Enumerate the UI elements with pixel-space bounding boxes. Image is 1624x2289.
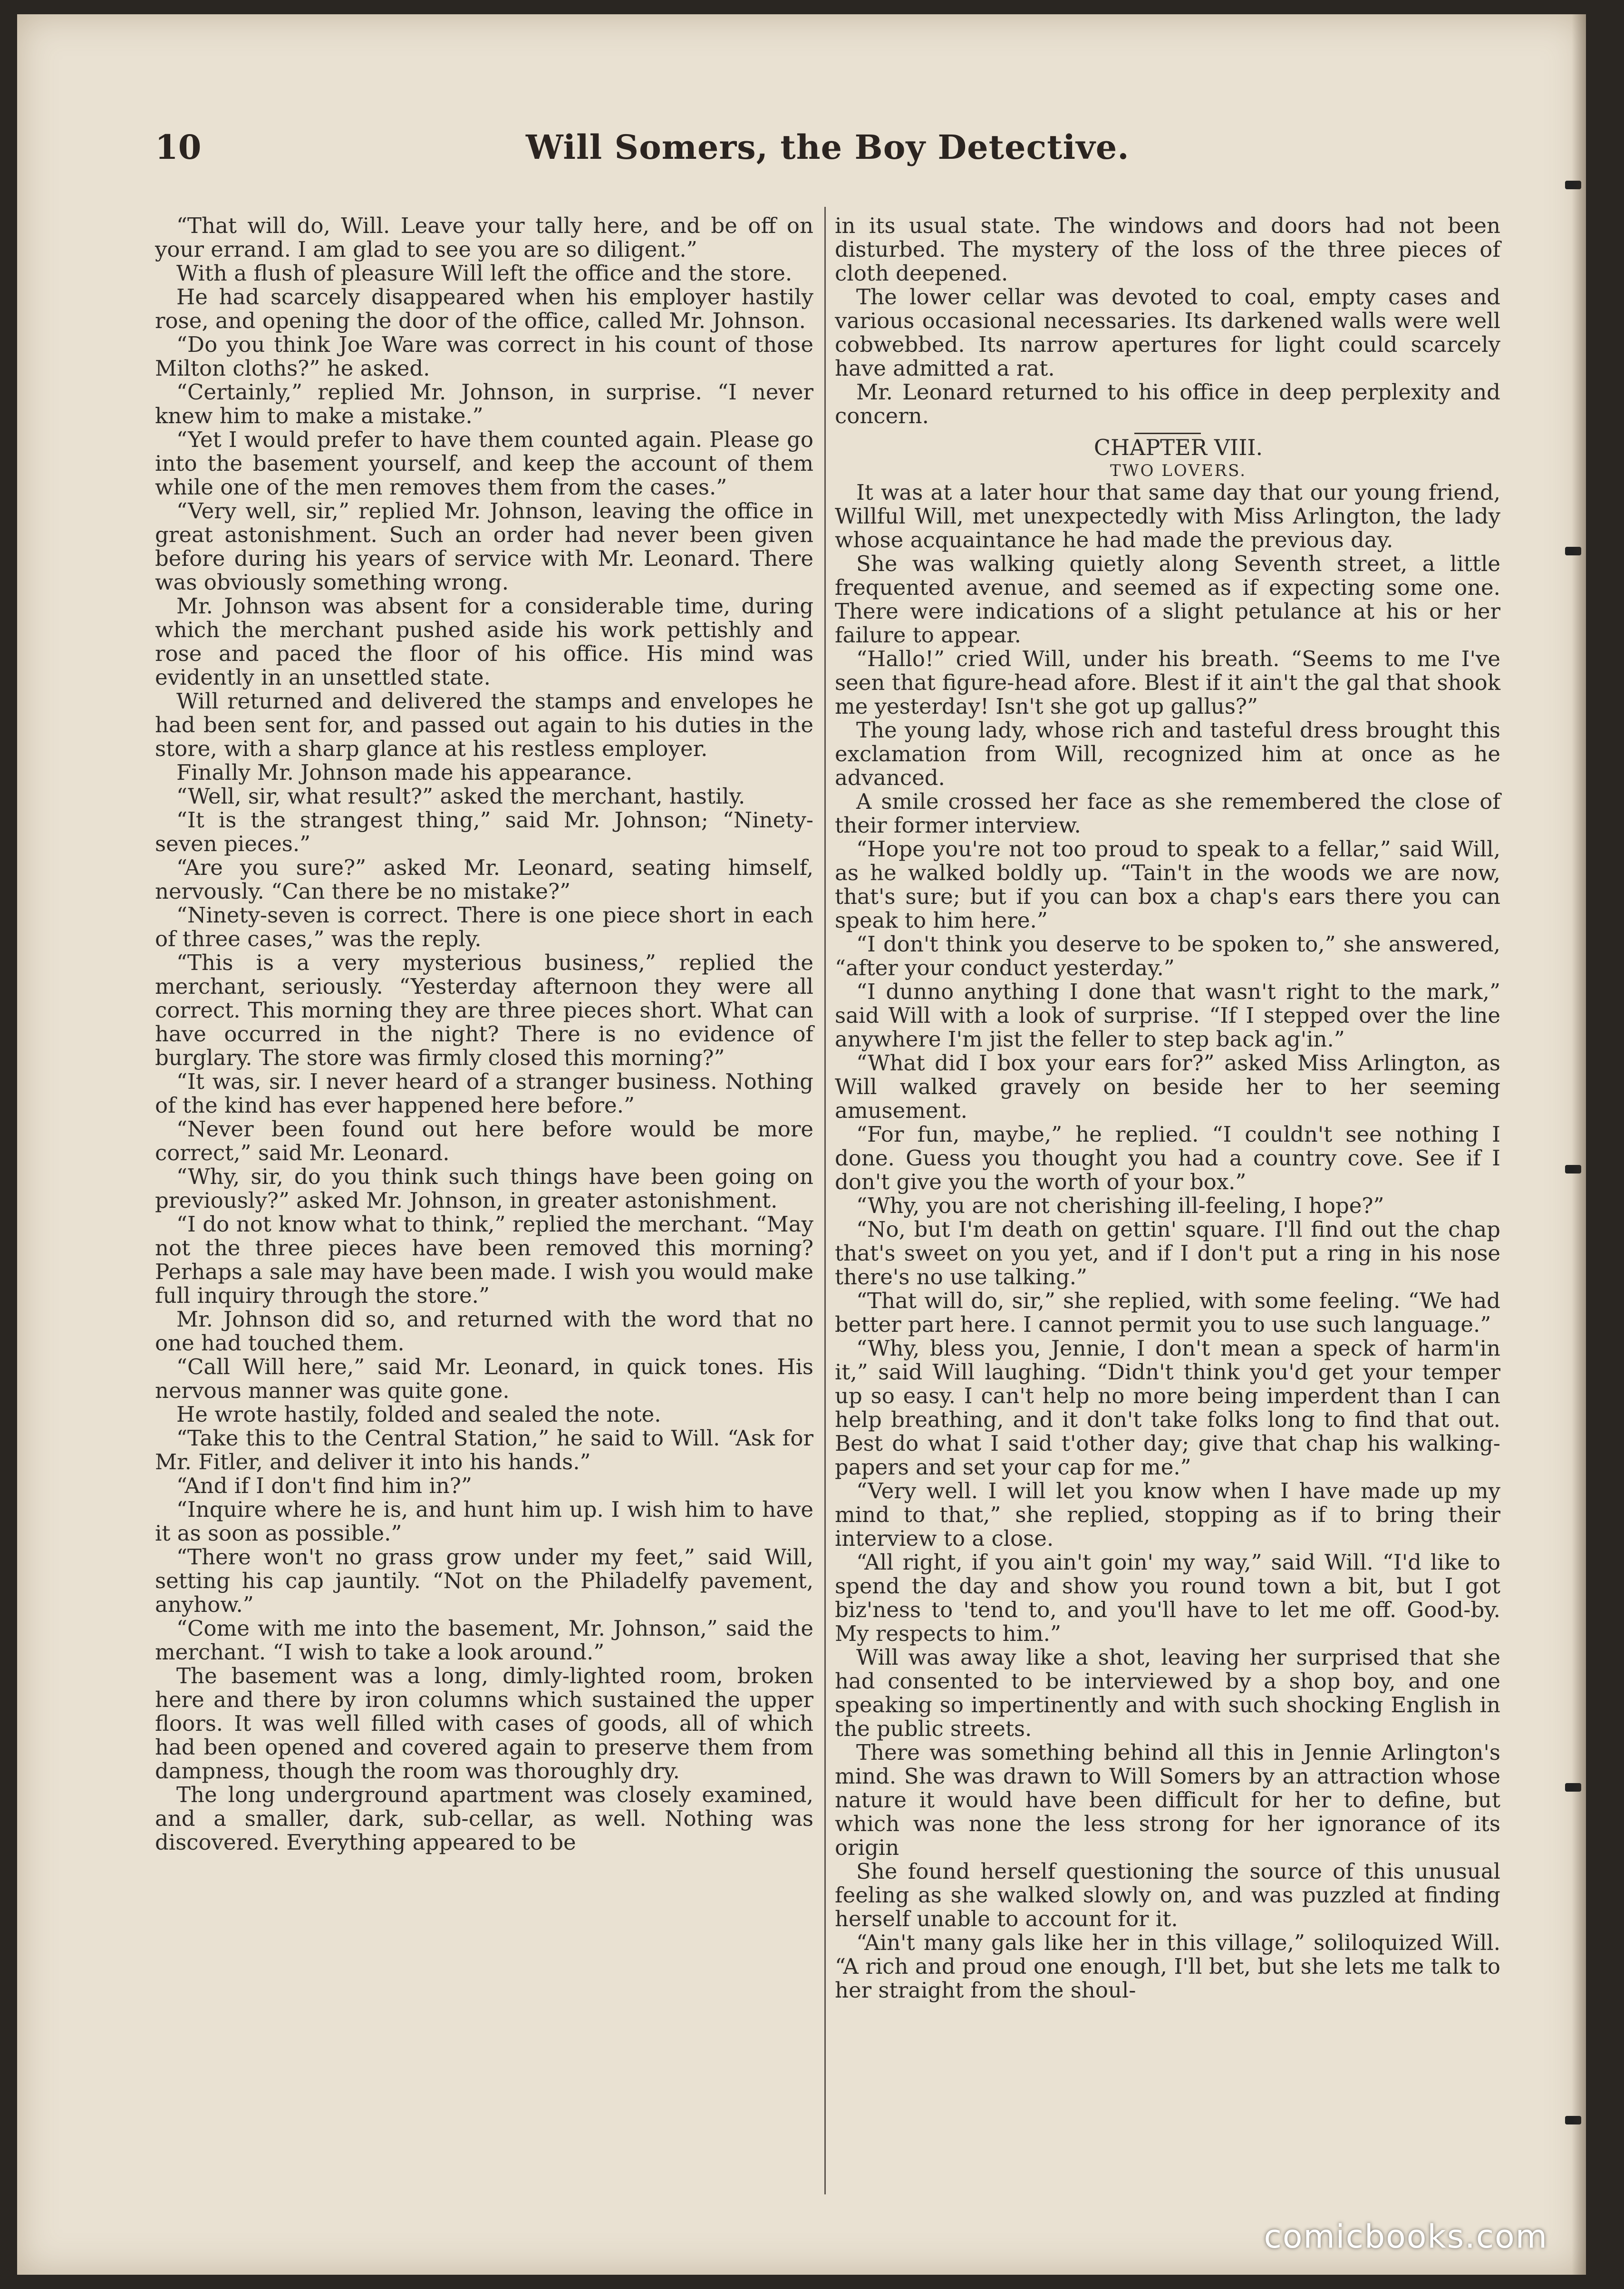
paragraph: “This is a very mysterious business,” replied the merchant, seriously. “Yesterday afternoon they were all correct. This morning they are three pieces short. What can have occurred in the night? There is no evidence of burglary. The store was firmly closed this morning?” bbox=[155, 950, 813, 1070]
paragraph: “Certainly,” replied Mr. Johnson, in surprise. “I never knew him to make a mistake.” bbox=[155, 379, 813, 428]
paragraph: “Inquire where he is, and hunt him up. I wish him to have it as soon as possible.” bbox=[155, 1497, 813, 1546]
paragraph: in its usual state. The windows and doors had not been disturbed. The mystery of the loss of the three pieces of cloth deepened. bbox=[835, 213, 1500, 286]
right-column bbox=[835, 214, 1500, 2002]
paragraph: “I do not know what to think,” replied the merchant. “May not the three pieces have been removed this morning? Perhaps a sale may have been made. I wish you would make full inquiry through the store.” bbox=[155, 1212, 813, 1308]
paragraph: Will returned and delivered the stamps and envelopes he had been sent for, and passed out again to his duties in the store, with a sharp glance at his restless employer. bbox=[155, 689, 813, 761]
binding-staple bbox=[1565, 547, 1581, 555]
paragraph: “Why, sir, do you think such things have been going on previously?” asked Mr. Johnson, in greater astonishment. bbox=[155, 1164, 813, 1213]
paragraph: “I dunno anything I done that wasn't right to the mark,” said Will with a look of surprise. “If I stepped over the line anywhere I'm jist the feller to step back ag'in.” bbox=[835, 979, 1500, 1052]
paragraph: “Why, you are not cherishing ill-feeling, I hope?” bbox=[856, 1193, 1384, 1218]
paragraph: “It is the strangest thing,” said Mr. Johnson; “Ninety-seven pieces.” bbox=[155, 807, 813, 856]
paragraph: She found herself questioning the source of this unusual feeling as she walked slowly on, and was puzzled at finding herself unable to account for it. bbox=[835, 1859, 1500, 1931]
column-divider bbox=[824, 207, 826, 2194]
paragraph: The basement was a long, dimly-lighted room, broken here and there by iron columns which sustained the upper floors. It was well filled with cases of goods, all of which had been opened and covered again to preserve them from dampness, though the room was thoroughly dry. bbox=[155, 1663, 813, 1784]
paragraph: “For fun, maybe,” he replied. “I couldn't see nothing I done. Guess you thought you had a country cove. See if I don't give you the worth of your box.” bbox=[835, 1122, 1500, 1194]
paragraph: Will was away like a shot, leaving her surprised that she had consented to be interviewed by a shop boy, and one speaking so impertinently and with such shocking English in the public streets. bbox=[835, 1645, 1500, 1741]
paragraph: “Never been found out here before would be more correct,” said Mr. Leonard. bbox=[155, 1116, 813, 1165]
paragraph: “Hope you're not too proud to speak to a fellar,” said Will, as he walked boldly up. “Tain't in the woods we are now, that's sure; but if you can box a chap's ears there you can speak to him here.” bbox=[835, 836, 1500, 933]
paragraph: “That will do, Will. Leave your tally here, and be off on your errand. I am glad to see you are so diligent.” bbox=[155, 213, 813, 262]
paragraph: “All right, if you ain't goin' my way,” said Will. “I'd like to spend the day and show you round town a bit, but I got biz'ness to 'tend to, and you'll have to let me off. Good-by. My respects to him.” bbox=[835, 1550, 1500, 1646]
paragraph: “And if I don't find him in?” bbox=[176, 1473, 472, 1498]
chapter-subtitle: TWO LOVERS. bbox=[1110, 461, 1247, 480]
paragraph: “What did I box your ears for?” asked Miss Arlington, as Will walked gravely on beside her to her seeming amusement. bbox=[835, 1050, 1500, 1123]
paragraph: “Very well, sir,” replied Mr. Johnson, leaving the office in great astonishment. Such an order had never been given before during his years of service with Mr. Leonard. There was obviously something wrong. bbox=[155, 498, 813, 595]
paragraph: “Do you think Joe Ware was correct in his count of those Milton cloths?” he asked. bbox=[155, 332, 813, 381]
paragraph: Finally Mr. Johnson made his appearance. bbox=[176, 760, 633, 785]
left-column bbox=[155, 214, 813, 1854]
paragraph: The young lady, whose rich and tasteful dress brought this exclamation from Will, recognized him at once as he advanced. bbox=[835, 718, 1500, 790]
binding-staple bbox=[1565, 1783, 1581, 1792]
paragraph: “Hallo!” cried Will, under his breath. “Seems to me I've seen that figure-head afore. Blest if it ain't the gal that shook me yesterday! Isn't she got up gallus?” bbox=[835, 646, 1500, 719]
paragraph: He had scarcely disappeared when his employer hastily rose, and opening the door of the office, called Mr. Johnson. bbox=[155, 284, 813, 333]
paragraph: “Yet I would prefer to have them counted again. Please go into the basement yourself, and keep the account of them while one of the men removes them from the cases.” bbox=[155, 427, 813, 500]
paragraph: There was something behind all this in Jennie Arlington's mind. She was drawn to Will Somers by an attraction whose nature it would have been difficult for her to define, but which was none the less strong for her ignorance of its origin bbox=[835, 1740, 1500, 1860]
paragraph: “There won't no grass grow under my feet,” said Will, setting his cap jauntily. “Not on the Philadelfy pavement, anyhow.” bbox=[155, 1544, 813, 1617]
paragraph: A smile crossed her face as she remembered the close of their former interview. bbox=[835, 789, 1500, 838]
chapter-title: CHAPTER VIII. bbox=[1093, 435, 1263, 460]
paragraph: She was walking quietly along Seventh street, a little frequented avenue, and seemed as if expecting some one. There were indications of a slight petulance at his or her failure to appear. bbox=[835, 551, 1500, 648]
paragraph: With a flush of pleasure Will left the office and the store. bbox=[176, 261, 793, 286]
watermark: comicbooks.com bbox=[1264, 2218, 1548, 2256]
paragraph: Mr. Johnson did so, and returned with the word that no one had touched them. bbox=[155, 1307, 813, 1356]
paragraph: The lower cellar was devoted to coal, empty cases and various occasional necessaries. Its darkened walls were well cobwebbed. Its narrow apertures for light could scarcely have admitted a rat. bbox=[835, 284, 1500, 381]
paragraph: The long underground apartment was closely examined, and a smaller, dark, sub-cellar, as well. Nothing was discovered. Everything appeared to be bbox=[155, 1782, 813, 1855]
paragraph: He wrote hastily, folded and sealed the note. bbox=[176, 1402, 661, 1427]
paragraph: “No, but I'm death on gettin' square. I'll find out the chap that's sweet on you yet, and if I don't put a ring in his nose there's no use talking.” bbox=[835, 1217, 1500, 1290]
paragraph: Mr. Johnson was absent for a considerable time, during which the merchant pushed aside his work pettishly and rose and paced the floor of his office. His mind was evidently in an unsettled state. bbox=[155, 593, 813, 690]
paragraph: Mr. Leonard returned to his office in deep perplexity and concern. bbox=[835, 379, 1500, 428]
paragraph: “Why, bless you, Jennie, I don't mean a speck of harm'in it,” said Will laughing. “Didn't think you'd get your temper up so easy. I can't help no more being imperdent than I can help breathing, and it don't take folks long to find that out. Best do what I said t'other day; give that chap his walking-papers and set your cap for me.” bbox=[835, 1336, 1500, 1480]
paragraph: “Take this to the Central Station,” he said to Will. “Ask for Mr. Fitler, and deliver it into his hands.” bbox=[155, 1426, 813, 1474]
binding-staple bbox=[1565, 2116, 1581, 2124]
paragraph: “I don't think you deserve to be spoken to,” she answered, “after your conduct yesterday.” bbox=[835, 931, 1500, 980]
paragraph: “Come with me into the basement, Mr. Johnson,” said the merchant. “I wish to take a look around.” bbox=[155, 1616, 813, 1665]
paragraph: “Call Will here,” said Mr. Leonard, in quick tones. His nervous manner was quite gone. bbox=[155, 1354, 813, 1403]
paragraph: “Well, sir, what result?” asked the merchant, hastily. bbox=[176, 784, 745, 809]
paragraph: “It was, sir. I never heard of a stranger business. Nothing of the kind has ever happened here before.” bbox=[155, 1069, 813, 1118]
paragraph: “Ninety-seven is correct. There is one piece short in each of three cases,” was the reply. bbox=[155, 902, 813, 951]
paragraph: “Very well. I will let you know when I have made up my mind to that,” she replied, stopping as if to bring their interview to a close. bbox=[835, 1478, 1500, 1551]
page-number: 10 bbox=[155, 127, 202, 167]
binding-staple bbox=[1565, 1165, 1581, 1174]
paragraph: “Are you sure?” asked Mr. Leonard, seating himself, nervously. “Can there be no mistake?” bbox=[155, 855, 813, 904]
binding-staple bbox=[1565, 181, 1581, 189]
paragraph: “That will do, sir,” she replied, with some feeling. “We had better part here. I cannot permit you to use such language.” bbox=[835, 1288, 1500, 1337]
magazine-page bbox=[17, 14, 1586, 2275]
paragraph: It was at a later hour that same day that our young friend, Willful Will, met unexpectedly with Miss Arlington, the lady whose acquaintance he had made the previous day. bbox=[835, 480, 1500, 553]
running-title: Will Somers, the Boy Detective. bbox=[526, 127, 1130, 167]
paragraph: “Ain't many gals like her in this village,” soliloquized Will. “A rich and proud one enough, I'll bet, but she lets me talk to her straight from the shoul- bbox=[835, 1930, 1500, 2003]
